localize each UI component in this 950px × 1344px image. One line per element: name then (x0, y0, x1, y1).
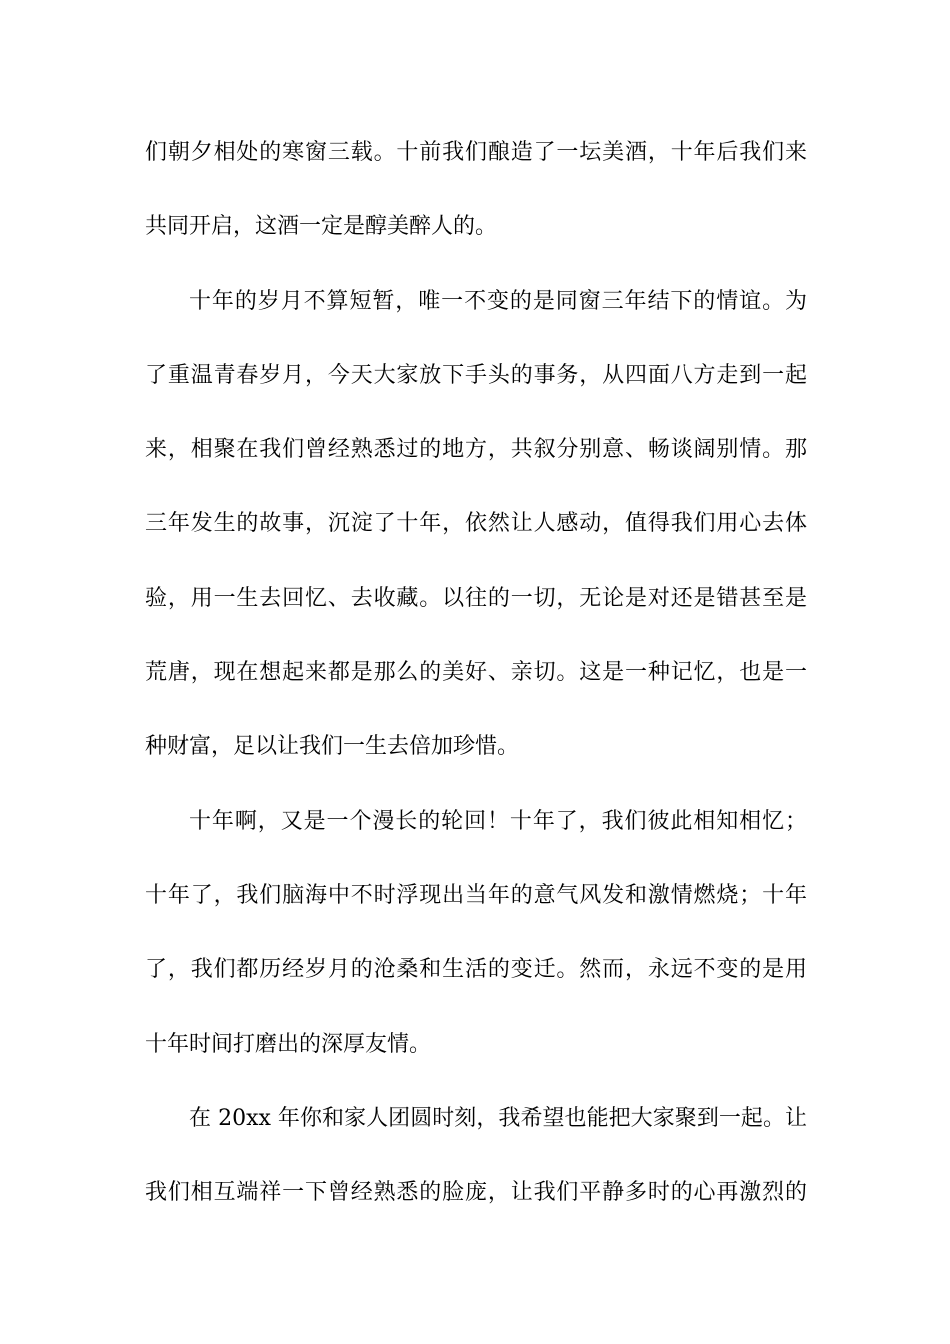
text-line: 三年发生的故事，沉淀了十年，依然让人感动，值得我们用心去体 (145, 511, 807, 537)
text-line: 十年时间打磨出的深厚友情。 (145, 1031, 432, 1057)
paragraph-first-line: 在 20xx 年你和家人团圆时刻，我希望也能把大家聚到一起。让 (189, 1105, 807, 1131)
text-line: 们朝夕相处的寒窗三载。十前我们酿造了一坛美酒，十年后我们来 (145, 140, 807, 165)
paragraph-first-line: 十年啊，又是一个漫长的轮回！十年了，我们彼此相知相忆； (189, 808, 807, 834)
text-line: 来，相聚在我们曾经熟悉过的地方，共叙分别意、畅谈阔别情。那 (145, 437, 807, 463)
text-line: 了重温青春岁月，今天大家放下手头的事务，从四面八方走到一起 (145, 362, 807, 388)
text-line: 十年了，我们脑海中不时浮现出当年的意气风发和激情燃烧；十年 (145, 882, 807, 908)
text-line: 验，用一生去回忆、去收藏。以往的一切，无论是对还是错甚至是 (145, 585, 807, 611)
document-body (145, 126, 807, 1240)
text-line: 我们相互端祥一下曾经熟悉的脸庞，让我们平静多时的心再激烈的 (145, 1180, 807, 1206)
paragraph-first-line: 十年的岁月不算短暂，唯一不变的是同窗三年结下的情谊。为 (189, 288, 807, 314)
text-line: 共同开启，这酒一定是醇美醉人的。 (145, 214, 498, 240)
text-line: 种财富，足以让我们一生去倍加珍惜。 (145, 734, 520, 760)
text-line: 了，我们都历经岁月的沧桑和生活的变迁。然而，永远不变的是用 (145, 957, 807, 983)
text-line: 荒唐，现在想起来都是那么的美好、亲切。这是一种记忆，也是一 (145, 660, 807, 686)
